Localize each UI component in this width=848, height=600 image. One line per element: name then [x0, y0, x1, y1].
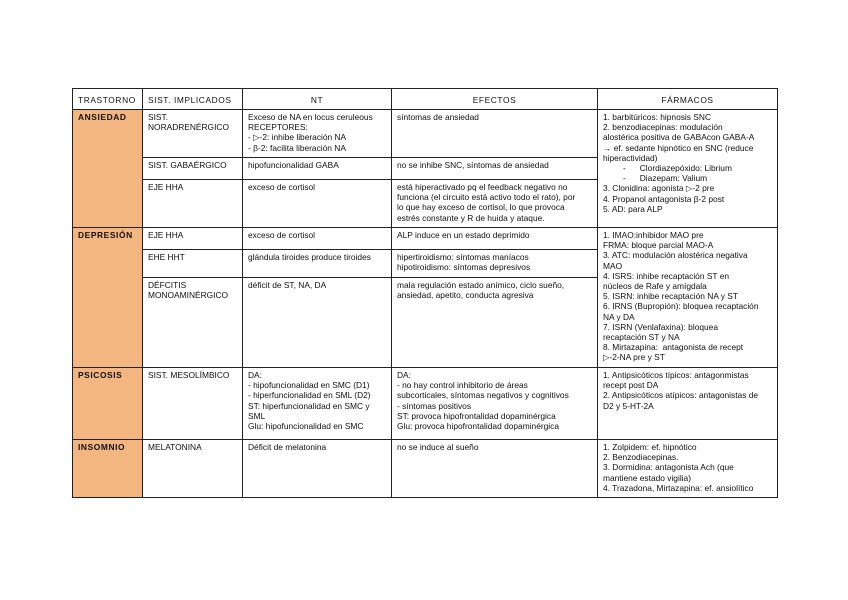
efectos-line: hipertiroidismo: síntomas maníacos [397, 252, 529, 262]
table-row [73, 440, 778, 498]
nt-line: RECEPTORES: [248, 122, 308, 133]
efectos-cell [392, 158, 598, 180]
sist-cell [143, 158, 243, 180]
sist-cell [143, 110, 243, 158]
farmaco-line: → ef. sedante hipnótico en SNC (reduce [603, 142, 754, 153]
efectos-cell [392, 440, 598, 498]
nt-cell [243, 368, 392, 440]
efectos-line: lo que hay exceso de cortisol, lo que provoca [397, 202, 565, 213]
sist-line: DÉFCITIS [148, 280, 187, 290]
nt-cell [243, 440, 392, 498]
efectos-cell [392, 180, 598, 228]
farmaco-line: 4. ISRS: inhibe recaptación ST en [603, 270, 730, 281]
farmaco-line: 2. benzodiacepinas: modulación [603, 122, 723, 133]
sist-line: MONOAMINÉRGICO [148, 290, 229, 301]
disorders-table [72, 88, 778, 498]
farmaco-line: D2 y 5-HT-2A [603, 400, 654, 411]
sist-line: EHE HHT [148, 252, 185, 262]
farmaco-line: núcleos de Rafe y amígdala [603, 281, 707, 292]
farmacos-cell [598, 368, 778, 440]
efectos-line: ansiedad, apetito, conducta agresiva [397, 290, 534, 301]
farmaco-line: hiperactividad) [603, 152, 658, 163]
farmaco-line: 5. ISRN: inhibe recaptación NA y ST [603, 291, 738, 302]
nt-line: ST: hiperfuncionalidad en SMC y [248, 400, 370, 411]
disorder-insomnio: INSOMNIO [73, 440, 143, 498]
sist-cell [143, 228, 243, 250]
disorder-ansiedad: ANSIEDAD [73, 110, 143, 228]
table-row [73, 368, 778, 440]
table-row [73, 228, 778, 250]
farmaco-line: - Clordiazepóxido: Librium [623, 163, 732, 174]
efectos-line: síntomas de ansiedad [397, 112, 479, 122]
sist-cell [143, 440, 243, 498]
efectos-line: hipotiroidismo: síntomas depresivos [397, 262, 531, 273]
header-farmacos: FÁRMACOS [598, 89, 778, 110]
farmaco-line: recaptación ST y NA [603, 332, 680, 343]
efectos-line: estrés constante y R de huida y ataque. [397, 212, 545, 223]
nt-line: Glu: hipofuncionalidad en SMC [248, 421, 364, 432]
farmaco-line: 4. Propanol antagonista β-2 post [603, 193, 725, 204]
sist-cell [143, 180, 243, 228]
nt-line: Exceso de NA en locus ceruleous [248, 112, 373, 122]
disorder-psicosis: PSICOSIS [73, 368, 143, 440]
efectos-line: DA: [397, 370, 411, 380]
farmacos-cell [598, 228, 778, 368]
header-row [73, 89, 778, 110]
sist-line: SIST. MESOLÍMBICO [148, 370, 230, 380]
farmaco-line: 2. Benzodiacepinas. [603, 452, 679, 463]
nt-line: déficit de ST, NA, DA [248, 280, 327, 290]
efectos-cell [392, 278, 598, 368]
sist-line: MELATONINA [148, 442, 202, 452]
nt-cell [243, 158, 392, 180]
farmaco-line: 8. Mirtazapina: antagonista de recept [603, 342, 744, 353]
efectos-line: no se inhibe SNC, síntomas de ansiedad [397, 160, 549, 170]
nt-line: Déficit de melatonina [248, 442, 327, 452]
sist-line: EJE HHA [148, 182, 184, 192]
nt-line: exceso de cortisol [248, 182, 316, 192]
efectos-line: Glu: provoca hipofrontalidad dopaminérgica [397, 421, 560, 432]
farmaco-line: 1. barbitúricos: hipnosis SNC [603, 112, 711, 122]
efectos-line: ALP induce en un estado deprimido [397, 230, 530, 240]
farmaco-line: MAO [603, 260, 623, 271]
sist-line: SIST. GABAÉRGICO [148, 160, 227, 170]
table-row [73, 110, 778, 158]
sist-line: NORADRENÉRGICO [148, 122, 229, 133]
nt-line: hipofuncionalidad GABA [248, 160, 339, 170]
header-trastorno: TRASTORNO [73, 89, 143, 110]
header-nt: NT [243, 89, 392, 110]
farmacos-cell [598, 440, 778, 498]
header-efectos: EFECTOS [392, 89, 598, 110]
nt-line: DA: [248, 370, 262, 380]
efectos-line: ST: provoca hipofrontalidad dopaminérgica [397, 410, 556, 421]
farmaco-line: 1. Zolpidem: ef. hipnótico [603, 442, 697, 452]
nt-line: - β-2: facilita liberación NA [248, 142, 346, 153]
farmaco-line: 2. Antipsicóticos atípicos: antagonistas de [603, 390, 759, 401]
farmaco-line: ▷-2-NA pre y ST [603, 352, 665, 363]
disorder-depresion: DEPRESIÓN [73, 228, 143, 368]
farmacos-cell [598, 110, 778, 228]
nt-line: - hipofuncionalidad en SMC (D1) [248, 380, 370, 391]
efectos-line: - no hay control inhibitorio de áreas [397, 380, 528, 391]
efectos-cell [392, 250, 598, 278]
farmaco-line: 3. ATC: modulación alostérica negativa [603, 250, 748, 261]
farmaco-line: 1. Antipsicóticos típicos: antagonmistas [603, 370, 749, 380]
nt-cell [243, 110, 392, 158]
efectos-line: está hiperactivado pq el feedback negativo no [397, 182, 568, 192]
header-sistemas: SIST. IMPLICADOS [143, 89, 243, 110]
sist-cell [143, 278, 243, 368]
sist-line: SIST. [148, 112, 169, 122]
farmaco-line: NA y DA [603, 311, 635, 322]
farmaco-line: 3. Dormidina: antagonista Ach (que [603, 462, 734, 473]
farmaco-line: alostérica positiva de GABAcon GABA-A [603, 132, 755, 143]
efectos-line: no se induce al sueño [397, 442, 479, 452]
farmaco-line: 5. AD: para ALP [603, 203, 663, 214]
efectos-cell [392, 110, 598, 158]
efectos-line: - síntomas positivos [397, 400, 472, 411]
farmaco-line: 6. IRNS (Bupropión): bloquea recaptación [603, 301, 759, 312]
farmaco-line: 7. ISRN (Venlafaxina): bloquea [603, 321, 718, 332]
nt-cell [243, 250, 392, 278]
efectos-line: funciona (el circuito está activo todo el rato), por [397, 192, 576, 203]
farmaco-line: 1. IMAO:inhibidor MAO pre [603, 230, 704, 240]
nt-line: glándula tiroides produce tiroides [248, 252, 371, 262]
farmaco-line: FRMA: bloque parcial MAO-A [603, 240, 714, 251]
nt-line: - hiperfuncionalidad en SML (D2) [248, 390, 371, 401]
sist-cell [143, 368, 243, 440]
farmaco-line: recept post DA [603, 380, 659, 391]
nt-cell [243, 228, 392, 250]
efectos-cell [392, 368, 598, 440]
sist-cell [143, 250, 243, 278]
farmaco-line: 4. Trazadona, Mirtazapina: ef. ansiolítico [603, 482, 754, 493]
nt-line: SML [248, 410, 266, 421]
efectos-cell [392, 228, 598, 250]
efectos-line: mala regulación estado anímico, ciclo sueño, [397, 280, 565, 290]
farmaco-line: mantiene estado vigilia) [603, 472, 691, 483]
nt-line: exceso de cortisol [248, 230, 316, 240]
sist-line: EJE HHA [148, 230, 184, 240]
farmaco-line: 3. Clonidina: agonista ▷-2 pre [603, 183, 715, 194]
nt-line: - ▷-2: inhibe liberación NA [248, 132, 347, 143]
nt-cell [243, 278, 392, 368]
farmaco-line: - Diazepam: Valium [623, 173, 708, 184]
nt-cell [243, 180, 392, 228]
efectos-line: subcorticales, síntomas negativos y cognitivos [397, 390, 569, 401]
